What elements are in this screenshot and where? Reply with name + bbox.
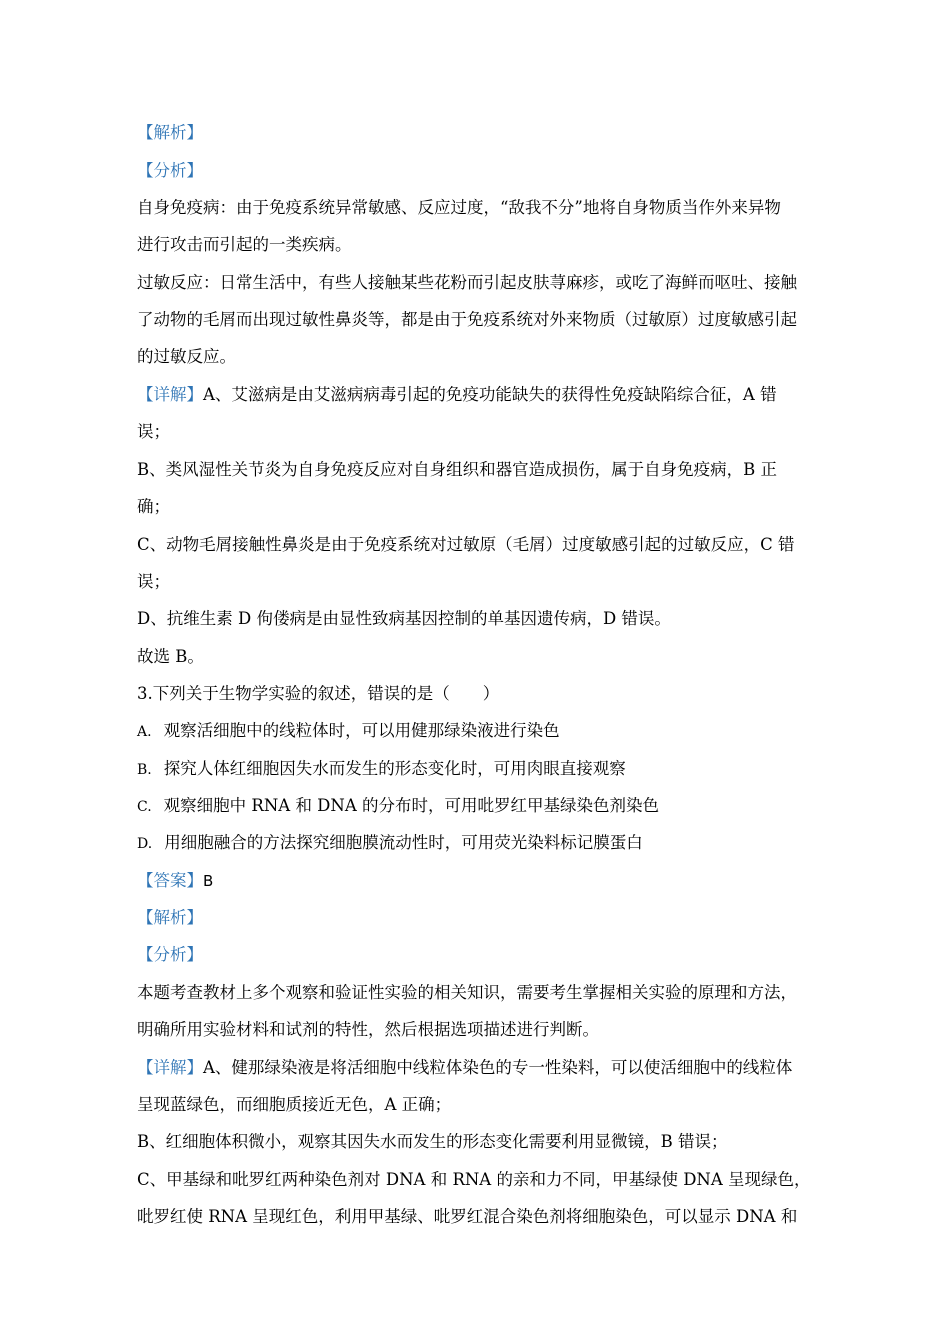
option-a [137,720,560,743]
fenxi-line: 进行攻击而引起的一类疾病。 [137,235,352,254]
option-text: 用细胞融合的方法探究细胞膜流动性时，可用荧光染料标记膜蛋白 [164,833,643,852]
xiangjie-text: A、艾滋病是由艾滋病病毒引起的免疫功能缺失的获得性免疫缺陷综合征，A 错 [203,385,777,404]
xiangjie-line [137,384,777,406]
xiangjie-line: 吡罗红使 RNA 呈现红色，利用甲基绿、吡罗红混合染色剂将细胞染色，可以显示 DNA 和 [137,1207,798,1226]
option-c [137,795,659,818]
fenxi-line: 了动物的毛屑而出现过敏性鼻炎等，都是由于免疫系统对外来物质（过敏原）过度敏感引起 [137,310,797,329]
fenxi-line: 明确所用实验材料和试剂的特性，然后根据选项描述进行判断。 [137,1020,599,1039]
fenxi-line: 本题考查教材上多个观察和验证性实验的相关知识，需要考生掌握相关实验的原理和方法， [137,983,797,1002]
question-stem: 3.下列关于生物学实验的叙述，错误的是（ ） [137,684,500,703]
option-letter: A. [137,724,152,740]
answer-tag: 【答案】 [137,871,203,890]
xiangjie-line [137,1057,792,1079]
fenxi-line: 的过敏反应。 [137,347,236,366]
fenxi-tag: 【分析】 [137,161,203,180]
option-letter: B. [137,762,152,778]
option-b [137,758,626,781]
xiangjie-line: B、类风湿性关节炎为自身免疫反应对自身组织和器官造成损伤，属于自身免疫病，B 正 [137,460,777,479]
option-d [137,832,643,855]
xiangjie-tag: 【详解】 [137,1058,203,1077]
xiangjie-line: B、红细胞体积微小，观察其因失水而发生的形态变化需要利用显微镜，B 错误； [137,1132,728,1151]
option-letter: C. [137,799,152,815]
jiexi-tag: 【解析】 [137,908,203,927]
xiangjie-line: 确； [137,497,170,516]
fenxi-line: 自身免疫病：由于免疫系统异常敏感、反应过度，“敌我不分”地将自身物质当作外来异物 [137,198,781,217]
xiangjie-text: A、健那绿染液是将活细胞中线粒体染色的专一性染料，可以使活细胞中的线粒体 [203,1058,793,1077]
xiangjie-line: 呈现蓝绿色，而细胞质接近无色，A 正确； [137,1095,452,1114]
fenxi-line: 过敏反应：日常生活中，有些人接触某些花粉而引起皮肤荨麻疹，或吃了海鲜而呕吐、接触 [137,273,797,292]
xiangjie-line: D、抗维生素 D 佝偻病是由显性致病基因控制的单基因遗传病，D 错误。 [137,609,671,628]
xiangjie-line: 误； [137,572,170,591]
option-text: 探究人体红细胞因失水而发生的形态变化时，可用肉眼直接观察 [163,759,626,778]
option-text: 观察活细胞中的线粒体时，可以用健那绿染液进行染色 [163,721,560,740]
conclusion: 故选 B。 [137,647,204,666]
jiexi-tag: 【解析】 [137,123,203,142]
xiangjie-line: 误； [137,422,170,441]
xiangjie-tag: 【详解】 [137,385,203,404]
xiangjie-line: C、动物毛屑接触性鼻炎是由于免疫系统对过敏原（毛屑）过度敏感引起的过敏反应，C 错 [137,535,795,554]
option-letter: D. [137,836,153,852]
xiangjie-line: C、甲基绿和吡罗红两种染色剂对 DNA 和 RNA 的亲和力不同，甲基绿使 DNA 呈现绿色， [137,1170,811,1189]
answer-line [137,870,213,892]
answer-value: B [203,872,214,890]
option-text: 观察细胞中 RNA 和 DNA 的分布时，可用吡罗红甲基绿染色剂染色 [163,796,660,815]
fenxi-tag: 【分析】 [137,945,203,964]
